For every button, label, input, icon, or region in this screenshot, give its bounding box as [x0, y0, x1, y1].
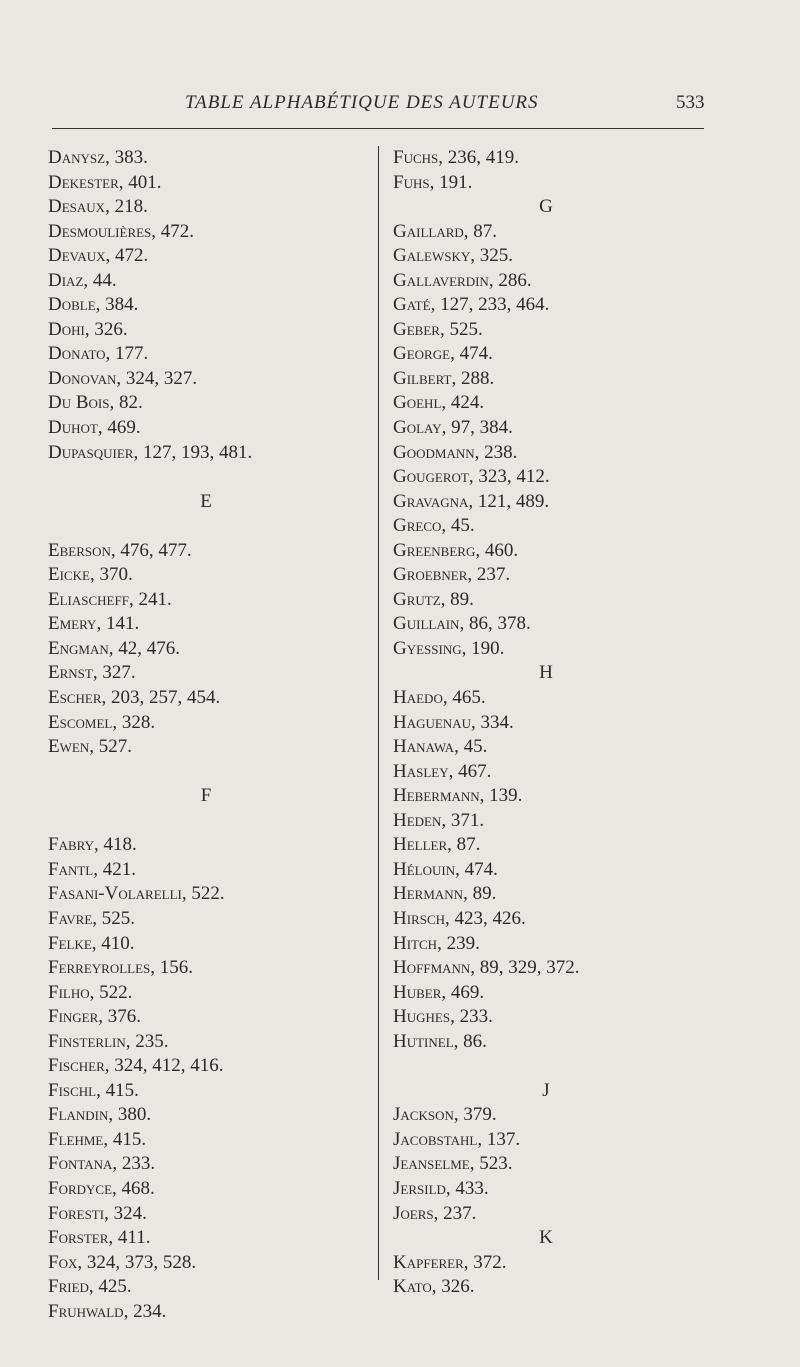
index-entry: [48, 1054, 368, 1079]
page-references: , 324, 373, 528.: [77, 1251, 197, 1273]
page-references: , 522.: [181, 883, 225, 905]
page-references: , 288.: [451, 367, 495, 389]
author-name: Gyessing: [393, 637, 462, 659]
author-name: Fordyce: [48, 1177, 113, 1199]
index-entry: [393, 612, 713, 637]
author-name: Heden: [393, 809, 442, 831]
page-references: , 418.: [93, 834, 137, 856]
index-entry: [48, 612, 368, 637]
left-column: [48, 146, 368, 1324]
author-name: Hélouin: [393, 858, 456, 880]
page-references: , 327.: [92, 662, 136, 684]
author-name: Jeanselme: [393, 1153, 470, 1175]
index-entry: [393, 1103, 713, 1128]
author-name: Jersild: [393, 1177, 446, 1199]
author-name: Escomel: [48, 711, 113, 733]
index-entry: [48, 1251, 368, 1276]
header-rule: [52, 128, 704, 129]
index-entry: [48, 342, 368, 367]
author-name: Felke: [48, 932, 92, 954]
page-references: , 411.: [108, 1227, 151, 1249]
index-entry: [48, 1275, 368, 1300]
index-entry: [48, 1300, 368, 1325]
author-name: Finsterlin: [48, 1030, 126, 1052]
index-entry: [393, 1005, 713, 1030]
index-entry: [393, 833, 713, 858]
index-entry: [393, 563, 713, 588]
page-references: , 334.: [471, 711, 514, 733]
author-name: Diaz: [48, 269, 84, 291]
page-references: , 286.: [488, 269, 532, 291]
author-name: Desmoulières: [48, 220, 152, 242]
author-name: Fischl: [48, 1079, 97, 1101]
index-entry: [393, 882, 713, 907]
page-references: , 474.: [455, 858, 498, 880]
index-entry: [48, 1226, 368, 1251]
column-divider: [378, 146, 379, 1280]
blank-line: [393, 1054, 713, 1079]
page-references: , 472.: [151, 220, 195, 242]
author-name: Fox: [48, 1251, 78, 1273]
page-references: , 87.: [463, 220, 498, 242]
author-name: Dekester: [48, 171, 119, 193]
index-entry: [393, 1030, 713, 1055]
author-name: Doble: [48, 294, 96, 316]
index-entry: [393, 318, 713, 343]
page-references: , 324, 327.: [116, 367, 198, 389]
index-entry: [393, 441, 713, 466]
page-references: , 465.: [442, 687, 486, 709]
index-entry: [48, 318, 368, 343]
author-name: Heller: [393, 834, 448, 856]
author-name: Finger: [48, 1006, 99, 1028]
author-name: Desaux: [48, 196, 106, 218]
index-entry: [48, 563, 368, 588]
section-letter: G: [539, 196, 553, 218]
page-references: , 233.: [112, 1153, 156, 1175]
author-name: Foresti: [48, 1202, 105, 1224]
page-references: , 460.: [475, 539, 519, 561]
page-references: , 326.: [431, 1276, 475, 1298]
author-name: Greenberg: [393, 539, 476, 561]
index-entry: [48, 391, 368, 416]
page-references: , 468.: [112, 1177, 155, 1199]
index-entry: [393, 809, 713, 834]
author-name: Goodmann: [393, 441, 475, 463]
page-references: , 523.: [469, 1153, 513, 1175]
index-entry: [393, 858, 713, 883]
index-entry: [48, 1103, 368, 1128]
index-entry: [48, 956, 368, 981]
page-references: , 379.: [453, 1104, 497, 1126]
author-name: Fuhs: [393, 171, 430, 193]
page-references: , 410.: [91, 932, 135, 954]
page-references: , 89.: [440, 588, 474, 610]
author-name: Devaux: [48, 245, 106, 267]
index-entry: [393, 1128, 713, 1153]
page-references: , 203, 257, 454.: [101, 687, 221, 709]
blank-line: [48, 809, 368, 834]
index-entry: [48, 637, 368, 662]
page-references: , 370.: [89, 564, 133, 586]
index-entry: [48, 711, 368, 736]
page-references: , 141.: [96, 613, 140, 635]
page-references: , 324, 412, 416.: [104, 1055, 224, 1077]
page-references: , 425.: [88, 1276, 132, 1298]
index-entry: [48, 171, 368, 196]
author-name: Hasley: [393, 760, 449, 782]
author-name: Fantl: [48, 858, 94, 880]
page-references: , 45.: [441, 515, 475, 537]
page-references: , 325.: [470, 245, 514, 267]
author-name: Donato: [48, 343, 106, 365]
index-entry: [393, 1177, 713, 1202]
blank-line: [48, 465, 368, 490]
author-name: Ferreyrolles: [48, 957, 151, 979]
page-references: , 233.: [450, 1006, 493, 1028]
page-references: , 467.: [448, 760, 492, 782]
index-entry: [48, 981, 368, 1006]
index-entry: [393, 416, 713, 441]
page-references: , 44.: [83, 269, 117, 291]
index-entry: [393, 146, 713, 171]
page-references: , 236, 419.: [438, 147, 519, 168]
page-references: , 241.: [128, 588, 172, 610]
index-entry: [48, 1152, 368, 1177]
author-name: Jacobstahl: [393, 1128, 478, 1150]
page-references: , 234.: [123, 1300, 167, 1322]
author-name: Galewsky: [393, 245, 471, 267]
page-references: , 127, 193, 481.: [133, 441, 253, 463]
page-references: , 380.: [108, 1104, 152, 1126]
author-name: Eberson: [48, 539, 111, 561]
section-letter: J: [542, 1079, 550, 1101]
author-name: Fontana: [48, 1153, 113, 1175]
index-entry: [393, 907, 713, 932]
index-entry: [48, 441, 368, 466]
index-entry: [393, 391, 713, 416]
index-entry: [48, 244, 368, 269]
author-name: Donovan: [48, 367, 117, 389]
index-entry: [48, 539, 368, 564]
index-entry: [48, 882, 368, 907]
page-references: , 474.: [450, 343, 493, 365]
page-references: , 139.: [479, 785, 523, 807]
author-name: Ewen: [48, 736, 90, 758]
page-references: , 421.: [93, 858, 136, 880]
page-references: , 433.: [445, 1177, 489, 1199]
page-references: , 190.: [461, 637, 505, 659]
page-references: , 326.: [84, 318, 128, 340]
author-name: Flandin: [48, 1104, 109, 1126]
index-entry: [48, 1128, 368, 1153]
right-column: [393, 146, 713, 1300]
author-name: Hanawa: [393, 736, 455, 758]
author-name: Geber: [393, 318, 440, 340]
author-name: Eicke: [48, 564, 90, 586]
page-references: , 191.: [429, 171, 473, 193]
index-entry: [393, 293, 713, 318]
page-references: , 415.: [96, 1079, 139, 1101]
page-references: , 376.: [98, 1006, 142, 1028]
index-entry: [393, 637, 713, 662]
index-entry: [48, 146, 368, 171]
author-name: Kato: [393, 1276, 432, 1298]
page-references: , 423, 426.: [445, 907, 526, 929]
index-entry: [48, 1177, 368, 1202]
page-references: , 525.: [439, 318, 483, 340]
page-references: , 328.: [112, 711, 156, 733]
author-name: Jackson: [393, 1104, 454, 1126]
blank-line: [48, 514, 368, 539]
page-references: , 415.: [103, 1128, 147, 1150]
page-references: , 384.: [95, 294, 139, 316]
page-references: , 86.: [453, 1030, 487, 1052]
author-name: Fabry: [48, 834, 94, 856]
author-name: Fruhwald: [48, 1300, 124, 1322]
author-name: Forster: [48, 1227, 109, 1249]
index-entry: [48, 1005, 368, 1030]
author-name: Guillain: [393, 613, 460, 635]
author-name: Emery: [48, 613, 97, 635]
author-name: Gaté: [393, 294, 431, 316]
author-name: Gilbert: [393, 367, 452, 389]
author-name: Gougerot: [393, 466, 469, 488]
author-name: Grutz: [393, 588, 441, 610]
index-entry: [393, 244, 713, 269]
page-number: 533: [676, 92, 705, 113]
index-entry: [48, 686, 368, 711]
page-references: , 235.: [125, 1030, 169, 1052]
page-references: , 82.: [109, 392, 143, 414]
page-references: , 525.: [92, 907, 136, 929]
author-name: Fasani-Volarelli: [48, 883, 182, 905]
author-name: Eliascheff: [48, 588, 129, 610]
index-entry: [393, 735, 713, 760]
index-entry: [393, 367, 713, 392]
page-references: , 218.: [105, 196, 148, 218]
author-name: Escher: [48, 687, 102, 709]
author-name: Goehl: [393, 392, 442, 414]
page-references: , 87.: [447, 834, 481, 856]
index-entry: [393, 220, 713, 245]
page-references: , 239.: [437, 932, 480, 954]
page-references: , 324.: [104, 1202, 147, 1224]
author-name: Greco: [393, 515, 442, 537]
author-name: Haguenau: [393, 711, 471, 733]
author-name: George: [393, 343, 451, 365]
index-entry: [48, 661, 368, 686]
index-entry: [393, 269, 713, 294]
author-name: Groebner: [393, 564, 468, 586]
index-entry: [393, 588, 713, 613]
page-references: , 372.: [463, 1251, 507, 1273]
author-name: Huber: [393, 981, 442, 1003]
author-name: Engman: [48, 637, 109, 659]
index-entry: [48, 195, 368, 220]
index-entry: [393, 760, 713, 785]
author-name: Filho: [48, 981, 90, 1003]
index-entry: [393, 1202, 713, 1227]
section-letter: F: [200, 785, 212, 807]
author-name: Gaillard: [393, 220, 464, 242]
author-name: Duhot: [48, 417, 98, 439]
page-references: , 323, 412.: [468, 466, 550, 488]
index-entry: [393, 932, 713, 957]
index-entry: [393, 956, 713, 981]
author-name: Danysz: [48, 147, 106, 168]
author-name: Ernst: [48, 662, 93, 684]
index-entry: [393, 1275, 713, 1300]
index-entry: [48, 220, 368, 245]
index-entry: [393, 342, 713, 367]
index-entry: [393, 1251, 713, 1276]
index-entry: [48, 1030, 368, 1055]
index-entry: [48, 1202, 368, 1227]
index-entry: [393, 784, 713, 809]
author-name: Haedo: [393, 687, 443, 709]
author-name: Gravagna: [393, 490, 469, 512]
author-name: Hebermann: [393, 785, 480, 807]
index-entry: [393, 514, 713, 539]
page-references: , 522.: [89, 981, 133, 1003]
author-name: Favre: [48, 907, 93, 929]
page-references: , 177.: [105, 343, 149, 365]
index-entry: [48, 588, 368, 613]
index-entry: [393, 711, 713, 736]
author-name: Dohi: [48, 318, 85, 340]
author-name: Joers: [393, 1202, 434, 1224]
author-name: Du Bois: [48, 392, 110, 414]
page-references: , 45.: [454, 736, 488, 758]
section-letter: E: [200, 490, 212, 512]
index-entry: [393, 981, 713, 1006]
index-entry: [48, 416, 368, 441]
index-entry: [393, 490, 713, 515]
page-references: , 127, 233, 464.: [430, 294, 550, 316]
index-entry: [393, 539, 713, 564]
author-name: Fuchs: [393, 147, 439, 168]
page-references: , 383.: [105, 147, 148, 168]
author-name: Hutinel: [393, 1030, 454, 1052]
index-entry: [393, 1152, 713, 1177]
page-references: , 401.: [118, 171, 162, 193]
index-entry: [48, 932, 368, 957]
index-entry: [48, 269, 368, 294]
page-references: , 137.: [477, 1128, 521, 1150]
author-name: Flehme: [48, 1128, 104, 1150]
index-entry: [48, 367, 368, 392]
index-entry: [48, 735, 368, 760]
section-letter: H: [539, 662, 553, 684]
page-references: , 527.: [89, 736, 132, 758]
index-entry: [48, 833, 368, 858]
author-name: Fried: [48, 1276, 89, 1298]
page-references: , 42, 476.: [108, 637, 180, 659]
author-name: Hoffmann: [393, 957, 471, 979]
page-references: , 156.: [150, 957, 194, 979]
page-references: , 424.: [441, 392, 485, 414]
page-references: , 476, 477.: [110, 539, 192, 561]
author-name: Hermann: [393, 883, 464, 905]
author-name: Golay: [393, 417, 442, 439]
page-references: , 97, 384.: [441, 417, 513, 439]
author-name: Hitch: [393, 932, 438, 954]
page-references: , 371.: [441, 809, 485, 831]
page-references: , 121, 489.: [468, 490, 550, 512]
index-entry: [393, 686, 713, 711]
index-entry: [48, 1079, 368, 1104]
page-references: , 469.: [441, 981, 485, 1003]
blank-line: [48, 760, 368, 785]
author-name: Fischer: [48, 1055, 105, 1077]
page-references: , 89.: [463, 883, 497, 905]
author-name: Dupasquier: [48, 441, 134, 463]
author-name: Hirsch: [393, 907, 446, 929]
author-name: Gallaverdin: [393, 269, 489, 291]
page-references: , 472.: [105, 245, 149, 267]
page-references: , 469.: [97, 417, 141, 439]
page-references: , 89, 329, 372.: [470, 957, 580, 979]
index-entry: [393, 465, 713, 490]
section-letter: K: [539, 1227, 553, 1249]
index-entry: [393, 171, 713, 196]
page-references: , 238.: [474, 441, 518, 463]
index-entry: [48, 858, 368, 883]
page-references: , 86, 378.: [459, 613, 531, 635]
index-entry: [48, 907, 368, 932]
page-references: , 237.: [467, 564, 511, 586]
author-name: Kapferer: [393, 1251, 464, 1273]
running-title: TABLE ALPHABÉTIQUE DES AUTEURS: [185, 92, 539, 113]
index-entry: [48, 293, 368, 318]
author-name: Hughes: [393, 1006, 451, 1028]
page-references: , 237.: [433, 1202, 477, 1224]
